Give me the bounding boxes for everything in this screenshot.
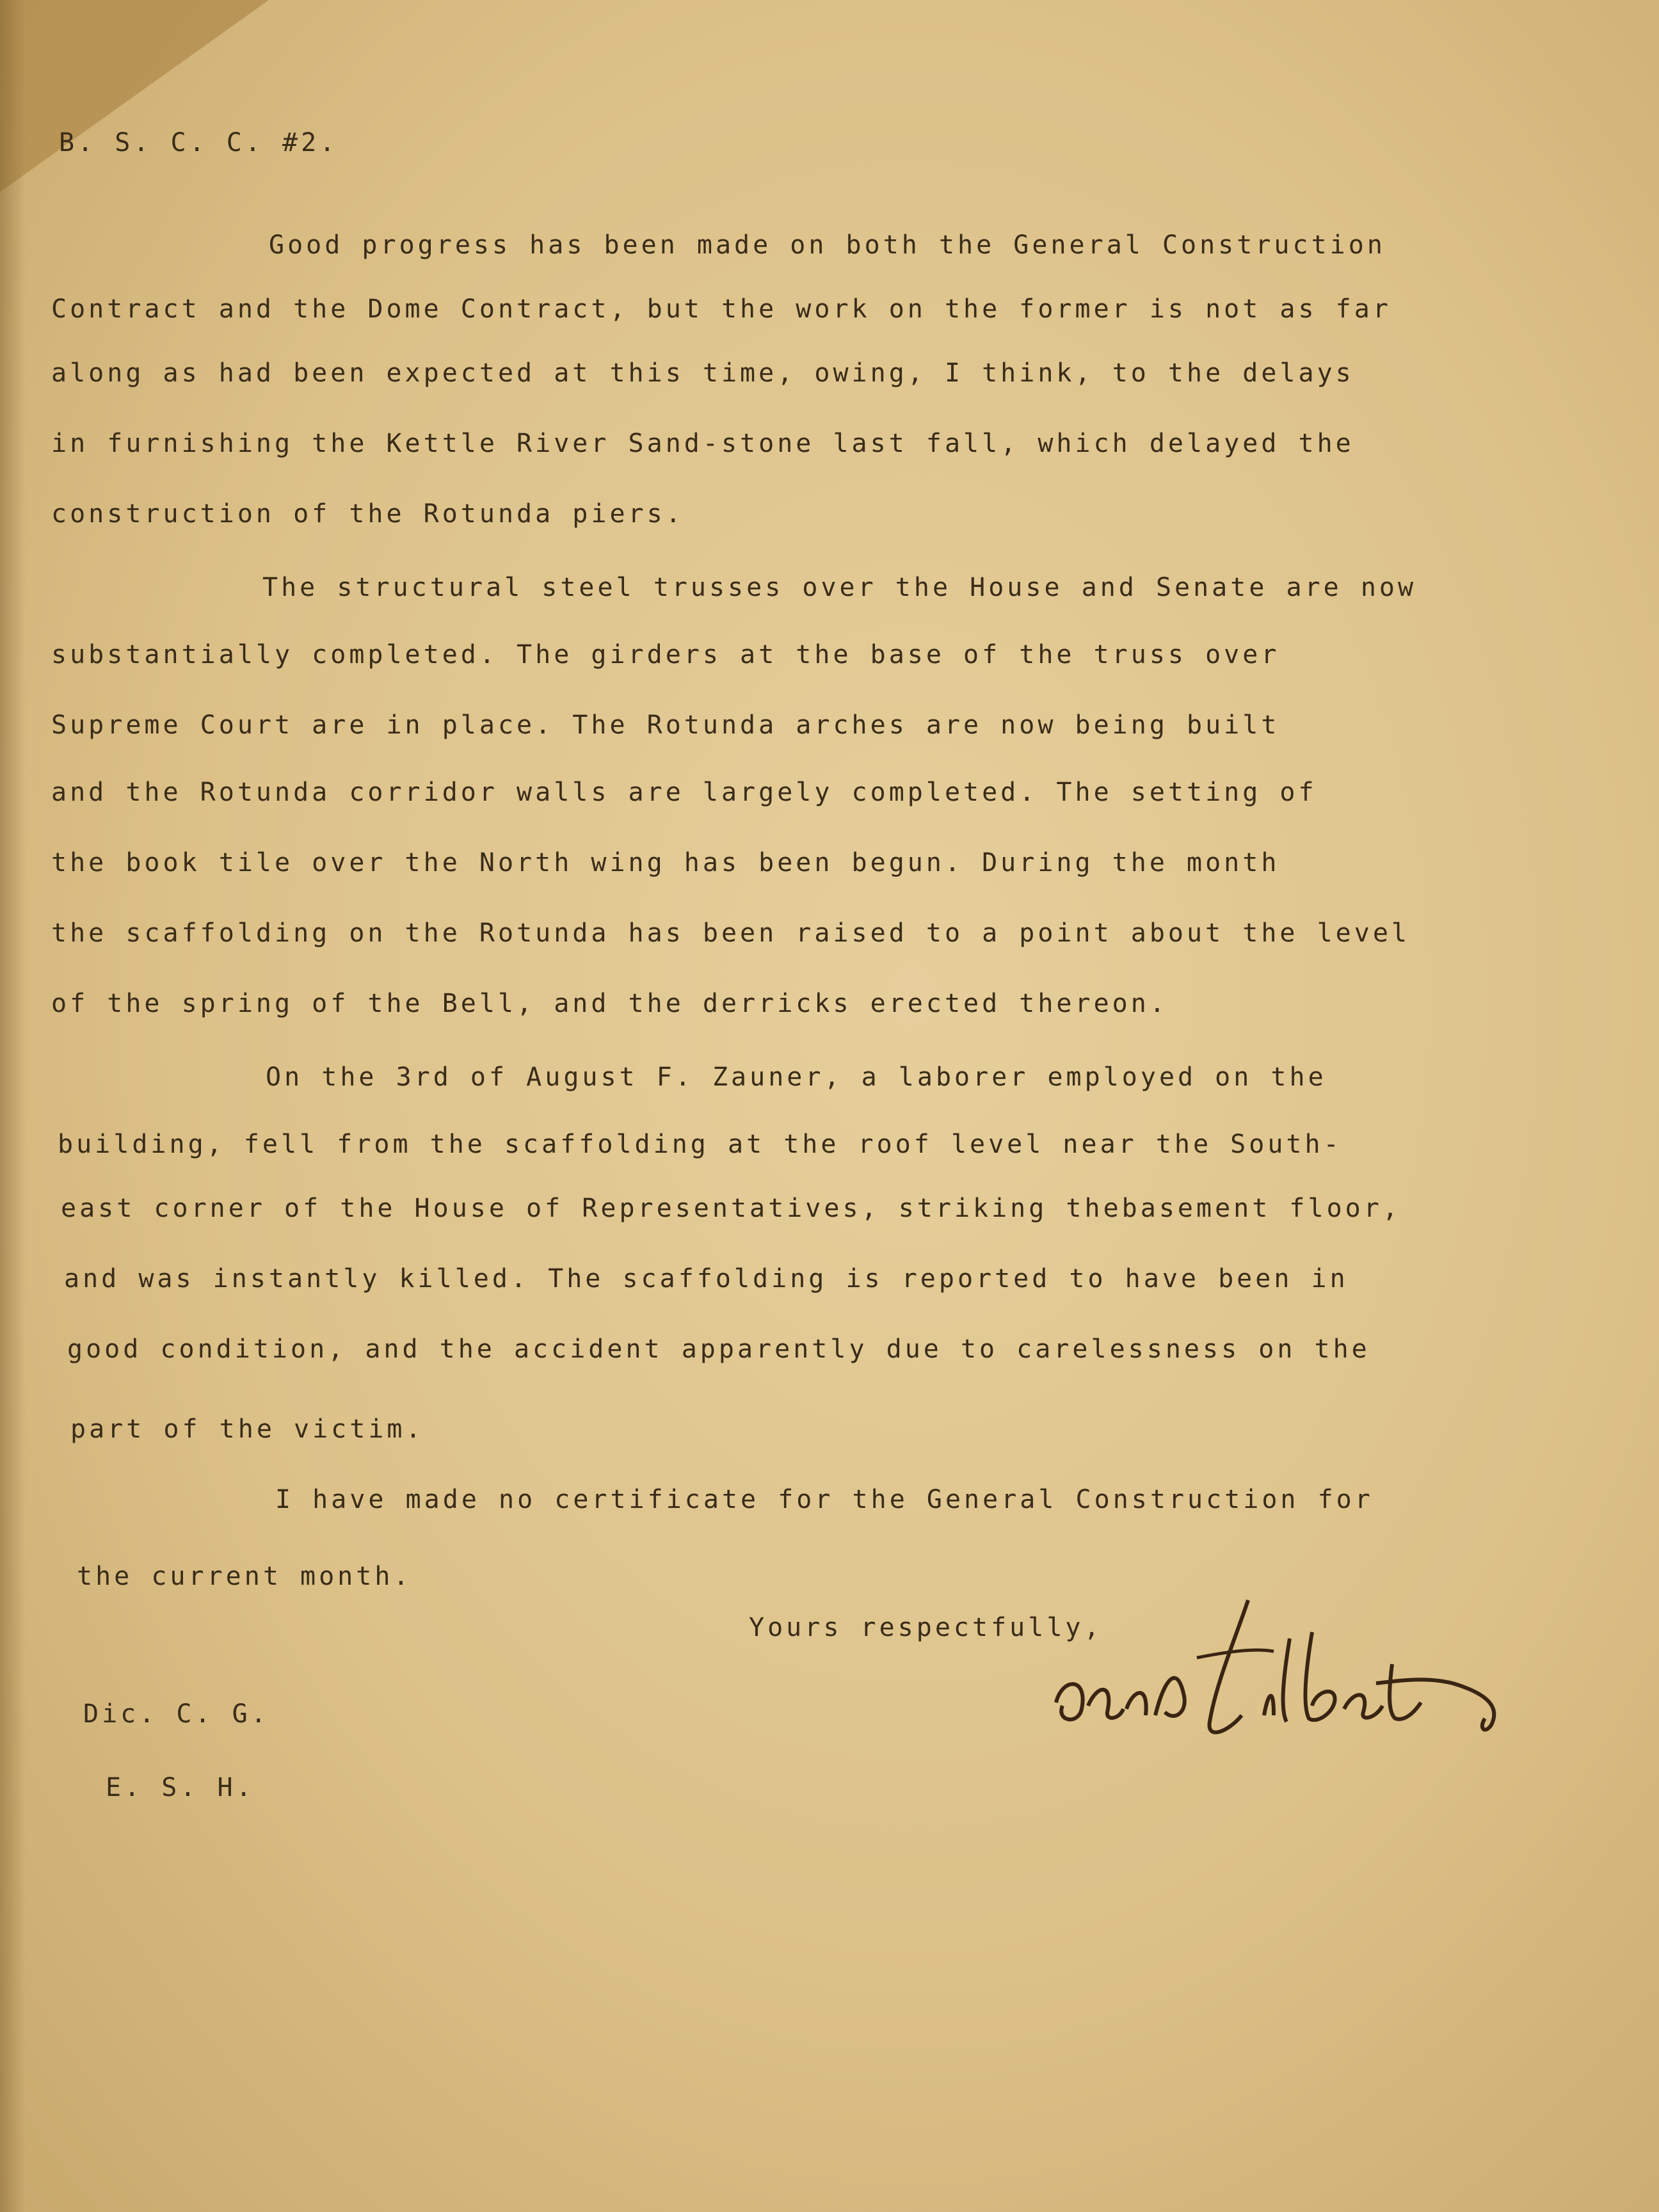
folded-corner (0, 0, 269, 192)
body-line: On the 3rd of August F. Zauner, a laborer employed on the (266, 1062, 1327, 1092)
closing-line: Yours respectfully, (749, 1613, 1103, 1642)
page-edge-shadow (0, 0, 26, 2212)
body-line: good condition, and the accident apparently due to carelessness on the (67, 1334, 1370, 1364)
body-line: Contract and the Dome Contract, but the work on the former is not as far (51, 294, 1391, 324)
body-line: and was instantly killed. The scaffolding is reported to have been in (64, 1264, 1349, 1294)
reference-header: B. S. C. C. #2. (59, 128, 339, 157)
body-line: Good progress has been made on both the General Construction (269, 230, 1386, 260)
body-line: the current month. (77, 1562, 412, 1591)
typist-initials: E. S. H. (106, 1773, 255, 1802)
body-line: in furnishing the Kettle River Sand-stone last fall, which delayed the (51, 429, 1354, 458)
body-line: of the spring of the Bell, and the derricks erected thereon. (51, 989, 1168, 1018)
body-line: part of the victim. (70, 1415, 424, 1444)
handwritten-signature (1043, 1587, 1517, 1754)
body-line: Supreme Court are in place. The Rotunda arches are now being built (51, 710, 1280, 740)
body-line: east corner of the House of Representatives, striking thebasement floor, (61, 1194, 1401, 1223)
body-line: construction of the Rotunda piers. (51, 499, 684, 529)
body-line: and the Rotunda corridor walls are largely completed. The setting of (51, 778, 1317, 807)
dictation-initials: Dic. C. G. (83, 1699, 269, 1729)
body-line: The structural steel trusses over the House and Senate are now (262, 573, 1417, 602)
body-line: the book tile over the North wing has been begun. During the month (51, 848, 1280, 878)
body-line: along as had been expected at this time, owing, I think, to the delays (51, 358, 1354, 388)
body-line: I have made no certificate for the General Construction for (275, 1485, 1374, 1514)
body-line: the scaffolding on the Rotunda has been raised to a point about the level (51, 918, 1410, 948)
body-line: building, fell from the scaffolding at the roof level near the South- (58, 1130, 1342, 1159)
body-line: substantially completed. The girders at the base of the truss over (51, 640, 1280, 669)
